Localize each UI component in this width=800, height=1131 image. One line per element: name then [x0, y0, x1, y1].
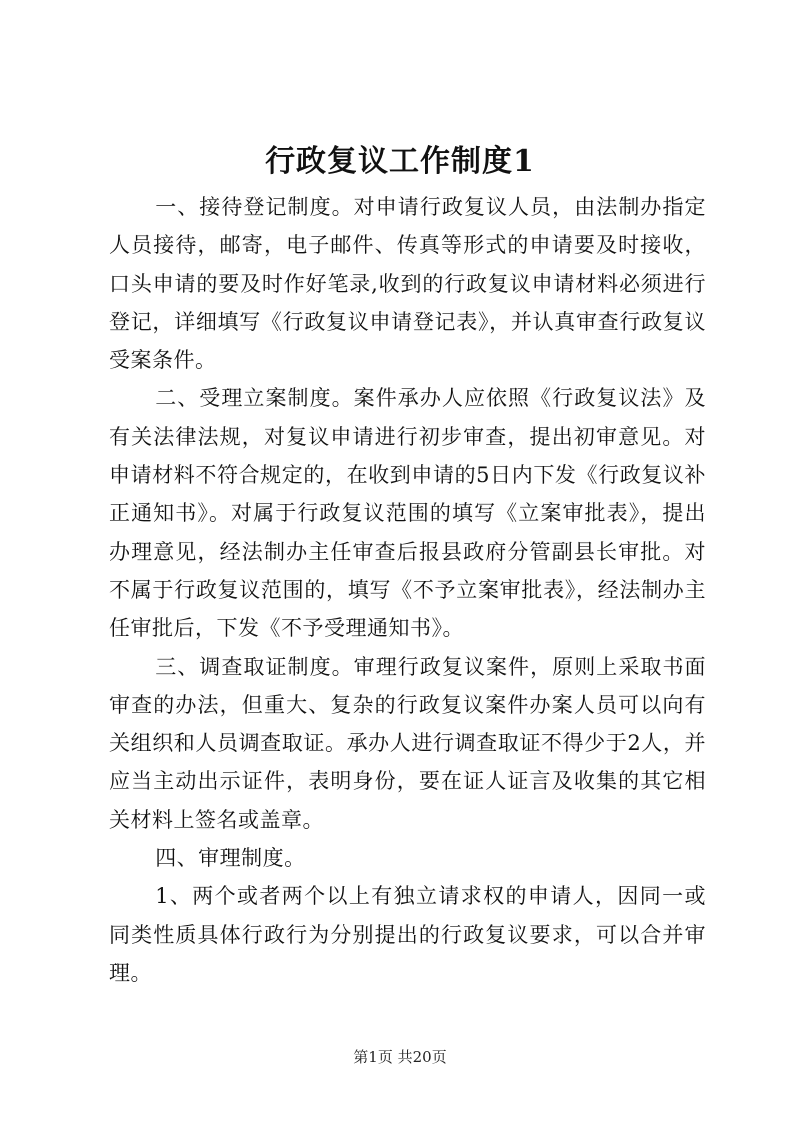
paragraph-review-system-heading: 四、审理制度。	[155, 846, 306, 871]
page-number-footer: 第1页 共20页	[353, 1048, 447, 1066]
document-title: 行政复议工作制度1	[265, 144, 535, 179]
paragraph-reception-registration: 一、接待登记制度。对申请行政复议人员，由法制办指定人员接待，邮寄，电子邮件、传真等形式的申请要及时接收，口头申请的要及时作好笔录,收到的行政复议申请材料必须进行登记，详细填写《行政复议申请登记表》，并认真审查行政复议受案条件。	[109, 195, 706, 373]
paragraph-acceptance-filing: 二、受理立案制度。案件承办人应依照《行政复议法》及有关法律法规，对复议申请进行初步审查，提出初审意见。对申请材料不符合规定的，在收到申请的5日内下发《行政复议补正通知书》。对属于行政复议范围的填写《立案审批表》，提出办理意见，经法制办主任审查后报县政府分管副县长审批。对不属于行政复议范围的，填写《不予立案审批表》，经法制办主任审批后，下发《不予受理通知书》。	[109, 386, 706, 641]
paragraph-investigation-evidence: 三、调查取证制度。审理行政复议案件，原则上采取书面审查的办法，但重大、复杂的行政复议案件办案人员可以向有关组织和人员调查取证。承办人进行调查取证不得少于2人，并应当主动出示证件，表明身份，要在证人证言及收集的其它相关材料上签名或盖章。	[109, 654, 706, 832]
paragraph-combined-review: 1、两个或者两个以上有独立请求权的申请人，因同一或同类性质具体行政行为分别提出的行政复议要求，可以合并审理。	[109, 884, 706, 985]
document-body	[109, 188, 706, 992]
